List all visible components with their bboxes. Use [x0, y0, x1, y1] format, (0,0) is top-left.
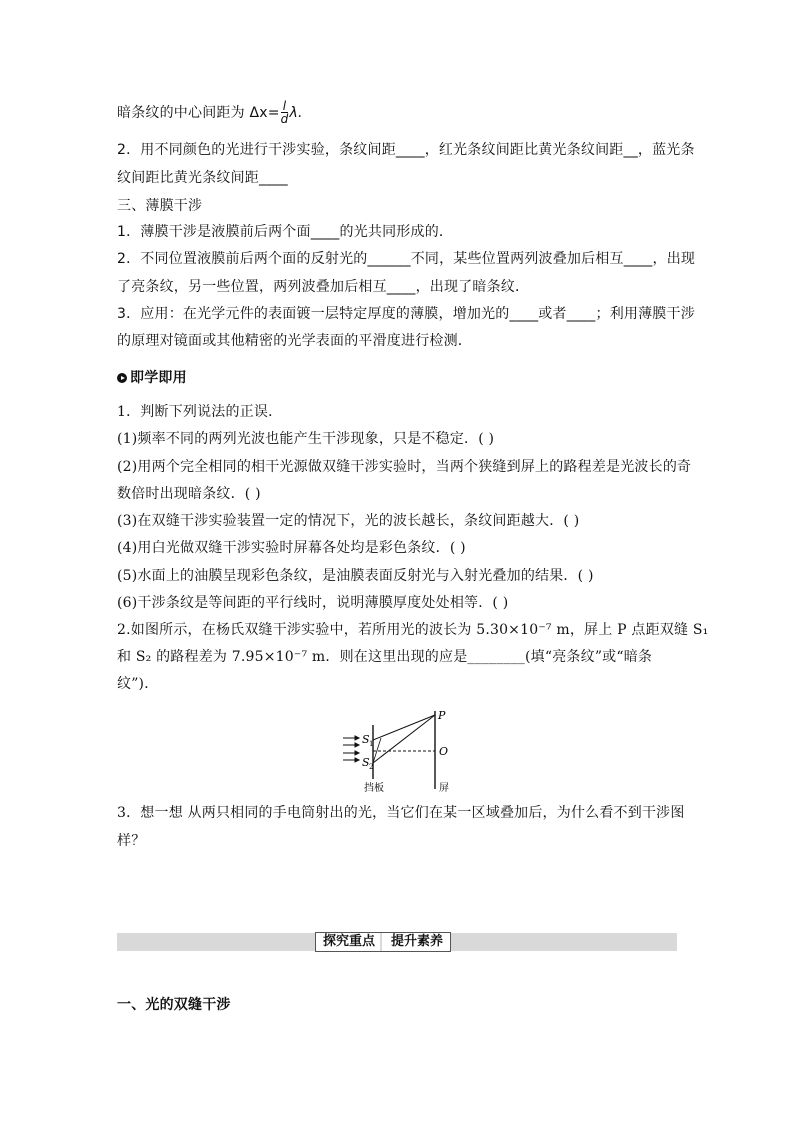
- label-p: P: [438, 709, 446, 722]
- label-o: O: [439, 745, 449, 758]
- path-s1-to-p: [373, 715, 435, 740]
- label-s1: S: [362, 733, 370, 746]
- label-s2-sub: 2: [369, 763, 374, 771]
- banner-left: 探究重点: [323, 934, 376, 949]
- q1-item-4: (4)用白光做双缝干涉实验时屏幕各处均是彩色条纹．( ): [117, 540, 466, 556]
- section-banner: [117, 933, 677, 951]
- text-line-7: 3．应用：在光学元件的表面镀一层特定厚度的薄膜，增加光的____或者____；利用薄膜干涉: [117, 306, 695, 322]
- q1-intro: 1．判断下列说法的正误．: [117, 404, 283, 420]
- banner-right: 提升素养: [382, 933, 450, 951]
- text-line-2: 2．用不同颜色的光进行干涉实验，条纹间距____，红光条纹间距比黄光条纹间距__，蓝光条: [117, 142, 695, 158]
- q1-item-2a: (2)用两个完全相同的相干光源做双缝干涉实验时，当两个狭缝到屏上的路程差是光波长的奇: [117, 459, 692, 475]
- text-line-5: 2．不同位置液膜前后两个面的反射光的______不同，某些位置两列波叠加后相互____，出现: [117, 251, 696, 267]
- text-line-4: 1．薄膜干涉是液膜前后两个面____的光共同形成的．: [117, 224, 454, 240]
- q2-line-1: 2.如图所示，在杨氏双缝干涉实验中，若所用光的波长为 5.30×10⁻⁷ m，屏上 P 点距双缝 S₁: [117, 622, 709, 638]
- spacing-formula-line: [117, 100, 303, 126]
- q2-line-2: 和 S₂ 的路程差为 7.95×10⁻⁷ m．则在这里出现的应是________(填“亮条纹”或“暗条: [117, 649, 653, 665]
- q1-item-5: (5)水面上的油膜呈现彩色条纹，是油膜表面反射光与入射光叠加的结果．( ): [117, 568, 594, 584]
- section-title: 一、光的双缝干涉: [117, 997, 231, 1013]
- label-screen: 屏: [439, 783, 449, 794]
- q1-item-6: (6)干涉条纹是等间距的平行线时，说明薄膜厚度处处相等．( ): [117, 595, 509, 611]
- formula-lead-text: 暗条纹的中心间距为 Δx=: [117, 105, 280, 121]
- label-board: 挡板: [364, 783, 384, 794]
- formula-lambda: λ.: [289, 105, 303, 121]
- q1-item-3: (3)在双缝干涉实验装置一定的情况下，光的波长越长，条纹间距越大．( ): [117, 513, 580, 529]
- label-s1-sub: 1: [369, 740, 374, 748]
- q3-line-1: 3．想一想 从两只相同的手电筒射出的光，当它们在某一区域叠加后，为什么看不到干涉图: [117, 805, 685, 821]
- path-s2-to-p: [373, 715, 435, 763]
- q1-item-1: (1)频率不同的两列光波也能产生干涉现象，只是不稳定．( ): [117, 431, 495, 447]
- double-slit-diagram: [335, 705, 475, 797]
- heading-thin-film: 三、薄膜干涉: [117, 198, 203, 214]
- text-line-3: 纹间距比黄光条纹间距____: [117, 170, 288, 186]
- q3-line-2: 样？: [117, 833, 146, 849]
- play-bullet-icon: [117, 373, 127, 383]
- text-line-6: 了亮条纹，另一些位置，两列波叠加后相互____，出现了暗条纹．: [117, 279, 530, 295]
- q2-line-3: 纹”)．: [117, 676, 159, 692]
- fraction-l-over-d: $\frac{l}{d}$: [280, 99, 289, 126]
- text-line-8: 的原理对镜面或其他精密的光学表面的平滑度进行检测．: [117, 333, 472, 349]
- banner-box: [315, 932, 451, 952]
- practice-heading: 即学即用: [117, 369, 187, 387]
- incident-light-arrows: [343, 736, 359, 762]
- label-s2: S: [362, 756, 370, 769]
- q1-item-2b: 数倍时出现暗条纹．( ): [117, 486, 261, 502]
